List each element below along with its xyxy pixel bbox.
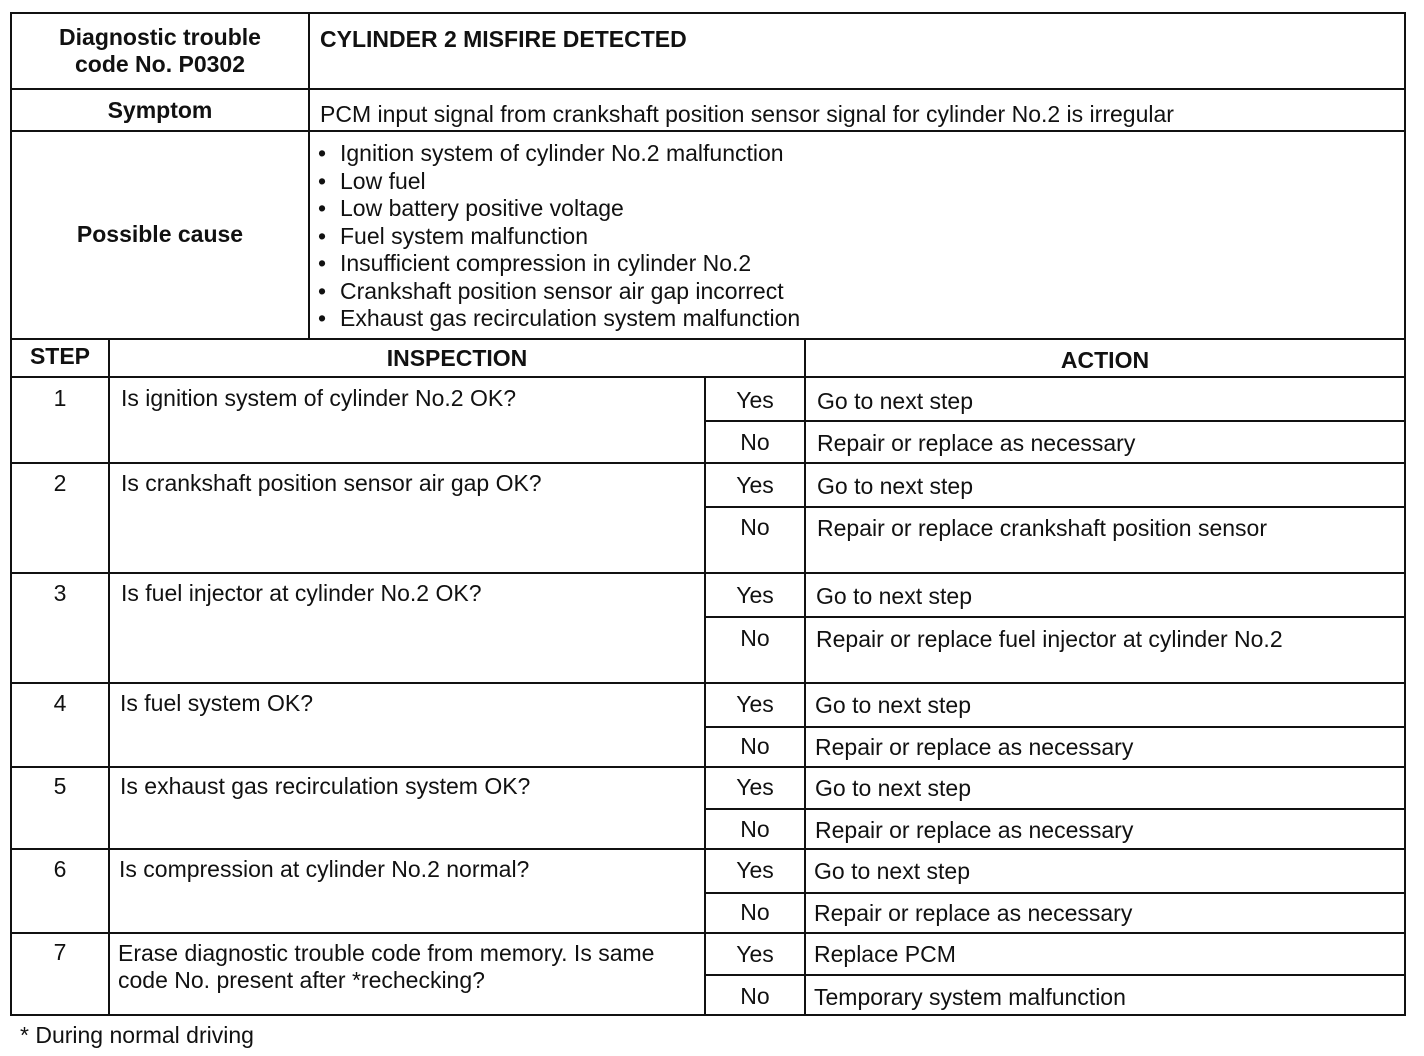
step-row-divider: [10, 572, 1406, 574]
yes-action: Replace PCM: [814, 941, 956, 967]
step-number: 6: [53, 856, 67, 882]
header-divider: [10, 88, 1406, 90]
yes-label: Yes: [736, 774, 774, 800]
no-action: Repair or replace crankshaft position sensor: [817, 515, 1268, 541]
step-column-divider: [108, 338, 110, 1016]
yes-label: Yes: [736, 387, 774, 413]
cause-item: • Exhaust gas recirculation system malfunction: [318, 305, 801, 331]
yes-action: Go to next step: [814, 858, 970, 884]
step-row-divider: [10, 462, 1406, 464]
action-column-divider: [804, 338, 806, 1016]
no-label: No: [740, 733, 770, 759]
step-number: 7: [53, 939, 67, 965]
inspection-text: [118, 940, 654, 994]
no-action: Temporary system malfunction: [814, 984, 1126, 1010]
no-action: Repair or replace fuel injector at cylinder No.2: [816, 626, 1283, 652]
header-column-divider: [308, 12, 310, 340]
cause-item: • Crankshaft position sensor air gap incorrect: [318, 277, 784, 304]
symptom-text: PCM input signal from crankshaft position sensor signal for cylinder No.2 is irregular: [320, 101, 1174, 127]
no-action: Repair or replace as necessary: [817, 430, 1136, 456]
symptom-label: Symptom: [107, 97, 213, 123]
cause-item: • Low battery positive voltage: [318, 195, 624, 221]
no-label: No: [740, 429, 770, 455]
header-divider: [10, 338, 1406, 340]
dtc-title: CYLINDER 2 MISFIRE DETECTED: [320, 26, 687, 52]
column-header-step: STEP: [29, 343, 91, 369]
bullet-icon: •: [318, 305, 327, 331]
inspection-text: Is fuel injector at cylinder No.2 OK?: [121, 580, 482, 606]
inspection-text: Is ignition system of cylinder No.2 OK?: [121, 385, 516, 411]
column-header-action: ACTION: [1060, 347, 1150, 373]
inspection-text: Is crankshaft position sensor air gap OK?: [121, 470, 542, 496]
yes-action: Go to next step: [815, 692, 971, 718]
yes-no-divider: [704, 808, 1406, 810]
dtc-label-line1: Diagnostic trouble: [59, 24, 261, 50]
yes-label: Yes: [736, 857, 774, 883]
no-label: No: [740, 514, 770, 540]
bullet-icon: •: [318, 167, 327, 194]
no-label: No: [740, 625, 770, 651]
no-label: No: [740, 816, 770, 842]
yes-label: Yes: [736, 472, 774, 498]
step-number: 2: [53, 470, 67, 496]
yes-no-divider: [704, 506, 1406, 508]
possible-cause-label: Possible cause: [76, 221, 244, 247]
dtc-label-line2: code No. P0302: [74, 51, 246, 77]
no-action: Repair or replace as necessary: [815, 817, 1134, 843]
yes-label: Yes: [736, 691, 774, 717]
yes-label: Yes: [736, 582, 774, 608]
table-header-divider: [10, 376, 1406, 378]
inspection-text-line2: code No. present after *rechecking?: [118, 967, 485, 993]
step-number: 4: [53, 690, 67, 716]
no-action: Repair or replace as necessary: [815, 734, 1134, 760]
step-number: 5: [53, 773, 67, 799]
step-number: 3: [53, 580, 67, 606]
no-action: Repair or replace as necessary: [814, 900, 1133, 926]
cause-item: • Low fuel: [318, 167, 426, 194]
yes-action: Go to next step: [816, 583, 972, 609]
cause-item: • Fuel system malfunction: [318, 222, 588, 249]
bullet-icon: •: [318, 222, 327, 249]
yes-action: Go to next step: [817, 388, 973, 414]
bullet-icon: •: [318, 250, 327, 276]
step-row-divider: [10, 766, 1406, 768]
inspection-text: Is exhaust gas recirculation system OK?: [120, 773, 531, 799]
bullet-icon: •: [318, 140, 327, 166]
yes-label: Yes: [736, 941, 774, 967]
bullet-icon: •: [318, 195, 327, 221]
yes-no-divider: [704, 726, 1406, 728]
inspection-text: Is compression at cylinder No.2 normal?: [119, 856, 530, 882]
footnote: * During normal driving: [20, 1022, 254, 1048]
no-label: No: [740, 983, 770, 1009]
step-number: 1: [53, 385, 67, 411]
yes-no-divider: [704, 420, 1406, 422]
yes-no-divider: [704, 616, 1406, 618]
no-label: No: [740, 899, 770, 925]
dtc-label: [12, 24, 308, 78]
column-header-inspection: INSPECTION: [386, 345, 528, 371]
yes-action: Go to next step: [815, 775, 971, 801]
header-divider: [10, 130, 1406, 132]
step-row-divider: [10, 848, 1406, 850]
step-row-divider: [10, 932, 1406, 934]
cause-item: • Insufficient compression in cylinder No.2: [318, 250, 752, 276]
yes-no-divider: [704, 892, 1406, 894]
bullet-icon: •: [318, 277, 327, 304]
inspection-text: Is fuel system OK?: [120, 690, 314, 716]
yes-action: Go to next step: [817, 473, 973, 499]
cause-item: • Ignition system of cylinder No.2 malfunction: [318, 140, 784, 166]
possible-cause-list: [318, 140, 800, 333]
step-row-divider: [10, 682, 1406, 684]
inspection-text-line1: Erase diagnostic trouble code from memory. Is same: [118, 940, 655, 966]
yes-no-divider: [704, 974, 1406, 976]
